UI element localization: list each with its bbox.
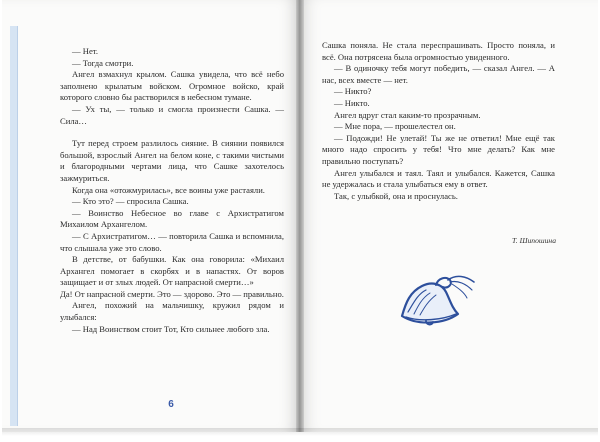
paragraph: Сашка поняла. Не стала переспрашивать. Просто поняла, и всё. Она потрясена была огромностью увиденного. [322,40,555,62]
paragraph: Ангел вдруг стал каким-то прозрачным. [334,109,481,120]
paragraph: Ангел улыбался и таял. Таял и улыбался. Кажется, Сашка не удержалась и стала улыбаться ему в ответ. [322,167,555,190]
paragraph: Так, с улыбкой, она и проснулась. [334,190,458,201]
book-spine [296,0,304,432]
paragraph: — Воинство Небесное во главе с Архистратигом Михаилом Архангелом. [60,207,284,230]
paragraph: — Никто? [334,86,372,97]
paragraph: — Тогда смотри. [72,57,134,68]
paragraph: — Подожди! Не улетай! Ты же не ответил! Мне ещё так много надо спросить у тебя! Что мне делать? Как мне правильно поступать? [322,132,555,166]
author-signature: Т. Шипошина [512,236,556,245]
paragraph: Тут перед строем разлилось сияние. В сиянии появился большой, взрослый Ангел на белом коне, с такими чистыми и благородными чертами лица, что Сашке захотелось зажмуриться. [60,138,284,183]
paragraph: — Ух ты, — только и смогла произнести Сашка. — Сила… [60,103,284,126]
paragraph: — Нет. [72,46,99,56]
paragraph: Ангел взмахнул крылом. Сашка увидела, что всё небо заполнено крылатым войском. Огромное войско, край которого словно бы растворился в небесном тумане. [60,69,284,103]
margin-decoration [10,26,18,426]
left-text-column [60,46,284,335]
paragraph: В детстве, от бабушки. Как она говорила: «Михаил Архангел помогает в скорбях и в напастях. От воров защищает и от злых людей. От напрасной смерти…» [60,254,284,288]
paragraph: — С Архистратигом… — повторила Сашка и вспомнила, что слышала уже это слово. [60,230,284,253]
paragraph: Когда она «отожмурилась», все воины уже растаяли. [72,184,265,195]
paragraph: — Над Воинством стоит Тот, Кто сильнее любого зла. [72,323,270,334]
paragraph: — В одиночку тебя могут победить, — сказал Ангел. — А нас, всех вместе — нет. [322,63,555,85]
paragraph: Ангел, похожий на мальчишку, кружил рядом и улыбался: [60,300,284,323]
paragraph: Да! От напрасной смерти. Это — здорово. Это — правильно. [60,288,284,299]
paragraph: — Никто. [334,97,370,108]
paragraph: — Мне пора, — прошелестел он. [334,121,456,132]
paragraph: — Кто это? — спросила Сашка. [72,196,189,207]
page-edge-shadow [2,428,598,436]
page-number: 6 [168,399,174,410]
bell-icon [392,264,480,330]
right-text-column [322,40,555,202]
